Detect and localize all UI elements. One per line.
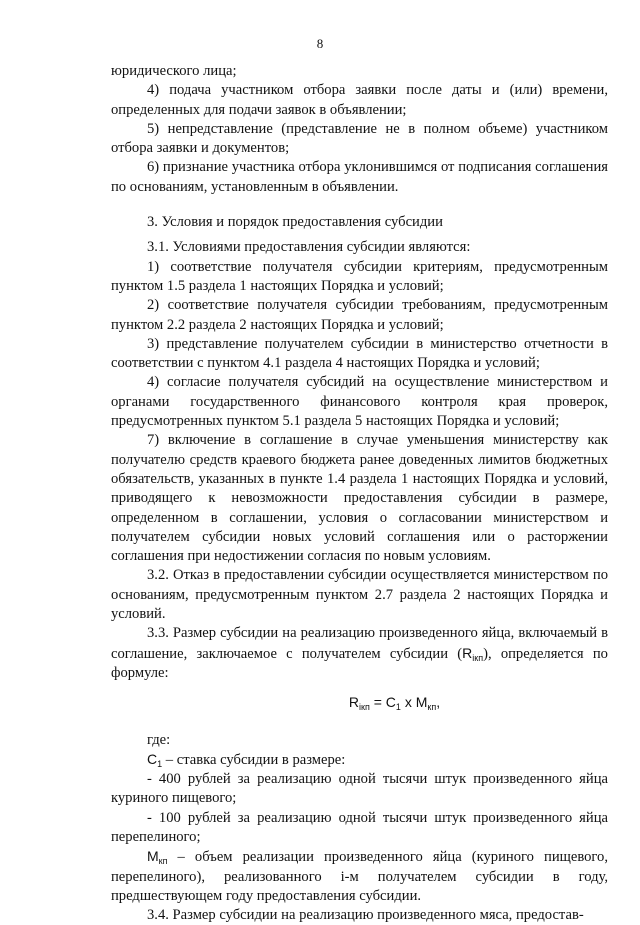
paragraph-continuation: юридического лица; <box>111 63 237 79</box>
definition-m <box>111 847 608 906</box>
rate-chicken-eggs: - 400 рублей за реализацию одной тысячи штук произведенного яйца куриного пищевого; <box>111 771 608 807</box>
paragraph-3-3-after: ), определяется по формуле: <box>111 645 608 681</box>
page-number: 8 <box>316 36 324 51</box>
formula-tail: , <box>436 694 441 711</box>
symbol-m-kp: $M_{кп}$ <box>147 848 168 867</box>
section-heading: 3. Условия и порядок предоставления субсидии <box>147 214 443 231</box>
paragraph-3-1-item-4: 4) согласие получателя субсидий на осуществление министерством и органами государственного финансового контроля края проверок, предусмотренных пунктом 5.1 раздела 5 настоящих Порядка и условий; <box>111 374 608 430</box>
definition-m-text: – объем реализации произведенного яйца (куриного пищевого, перепелиного), реализованного i-м получателем субсидии в году, предшествующем году предоставления субсидии. <box>111 849 608 904</box>
paragraph-3-3 <box>111 624 608 683</box>
formula-lhs: $R_{iкп}$ <box>348 694 370 713</box>
paragraph-3-2: 3.2. Отказ в предоставлении субсидии осуществляется министерством по основаниям, предусмотренным пунктом 2.7 раздела 2 настоящих Порядка и условий. <box>111 567 608 623</box>
formula-times: х <box>400 694 416 711</box>
definition-c1-text: – ставка субсидии в размере: <box>162 751 346 768</box>
symbol-c1: $C_1$ <box>147 750 163 769</box>
paragraph-3-1-item-1: 1) соответствие получателя субсидии критериям, предусмотренным пунктом 1.5 раздела 1 настоящих Порядка и условий; <box>111 258 608 294</box>
paragraph-3-3-before: 3.3. Размер субсидии на реализацию произведенного яйца, включаемый в соглашение, заключаемое с получателем субсидии ( <box>111 625 608 662</box>
formula-c1: $C_1$ <box>385 694 401 713</box>
paragraph-3-4: 3.4. Размер субсидии на реализацию произведенного мяса, предостав- <box>147 907 584 924</box>
symbol-r-ikp: $R_{iкп}$ <box>462 644 484 663</box>
paragraph-3-1-item-3: 3) представление получателем субсидии в министерство отчетности в соответствии с пунктом 4.1 раздела 4 настоящих Порядка и условий; <box>111 335 608 372</box>
paragraph-item-5: 5) непредставление (представление не в полном объеме) участником отбора заявки и документов; <box>111 120 608 157</box>
definition-c1 <box>111 750 608 770</box>
paragraph-item-6: 6) признание участника отбора уклонившимся от подписания соглашения по основаниям, установленным в объявлении. <box>111 159 608 195</box>
formula-equals: = <box>369 694 386 711</box>
paragraph-3-1-item-7: 7) включение в соглашение в случае уменьшения министерству как получателю средств краевого бюджета ранее доведенных лимитов бюджетных обязательств, указанных в пункте 1.4 раздела 1 настоящих Порядка и условий, приводящего к невозможности предоставления субсидии в размере, определенном в соглашении, условия о согласовании министерством и получателем субсидии новых условий соглашения или о расторжении соглашения при недостижении согласия по новым условиям. <box>111 432 608 565</box>
formula-m: $M_{кп}$ <box>415 694 437 713</box>
document-body <box>111 62 608 925</box>
paragraph-3-1-item-2: 2) соответствие получателя субсидии требованиям, предусмотренным пунктом 2.2 раздела 2 настоящих Порядка и условий; <box>111 297 608 333</box>
formula <box>111 693 608 712</box>
paragraph-item-4: 4) подача участником отбора заявки после даты и (или) времени, определенных для подачи заявок в объявлении; <box>111 82 608 118</box>
paragraph-3-1: 3.1. Условиями предоставления субсидии являются: <box>147 239 471 256</box>
where-label: где: <box>147 731 171 748</box>
rate-quail-eggs: - 100 рублей за реализацию одной тысячи штук произведенного яйца перепелиного; <box>111 809 608 845</box>
